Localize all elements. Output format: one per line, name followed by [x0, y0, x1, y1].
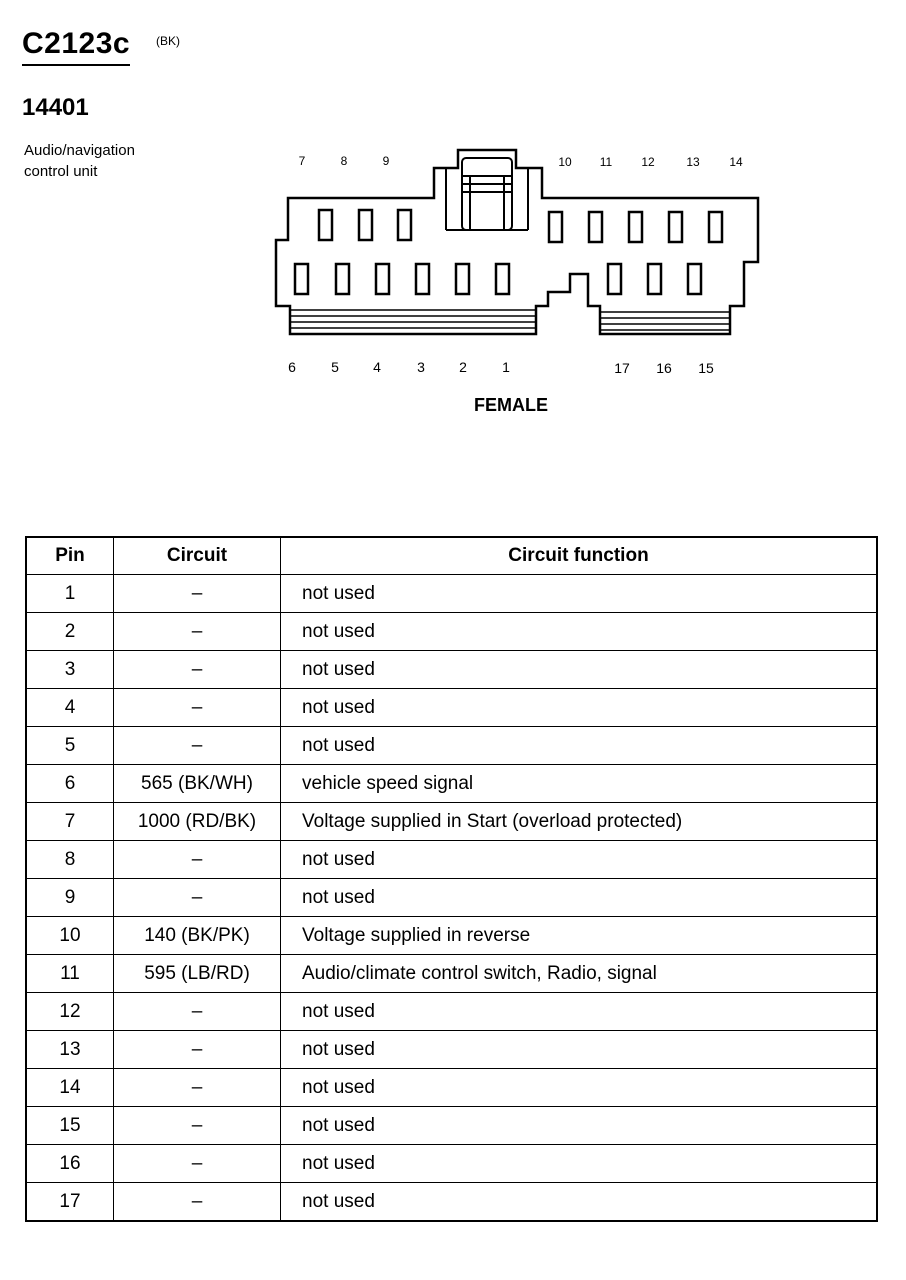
pin-label: 11: [599, 155, 613, 169]
cavity: [319, 210, 332, 240]
circuit-cell: –: [114, 841, 281, 879]
pin-cell: 9: [26, 879, 114, 917]
pin-label: 5: [331, 359, 339, 375]
cavity: [359, 210, 372, 240]
circuit-cell: –: [114, 1031, 281, 1069]
circuit-cell: –: [114, 993, 281, 1031]
pin-label: 1: [502, 359, 510, 375]
part-number: 14401: [22, 94, 89, 121]
table-row: [26, 651, 877, 689]
pin-cell: 2: [26, 613, 114, 651]
pin-label: 14: [729, 155, 743, 169]
cavity: [416, 264, 429, 294]
cavity: [398, 210, 411, 240]
circuit-cell: 595 (LB/RD): [114, 955, 281, 993]
pin-cell: 11: [26, 955, 114, 993]
cavity: [629, 212, 642, 242]
pin-label: 16: [656, 360, 672, 376]
table-row: [26, 917, 877, 955]
pin-label: 4: [373, 359, 381, 375]
table-row: [26, 1107, 877, 1145]
circuit-cell: –: [114, 689, 281, 727]
circuit-cell: –: [114, 1107, 281, 1145]
pin-label: 2: [459, 359, 467, 375]
circuit-cell: 565 (BK/WH): [114, 765, 281, 803]
cavity: [669, 212, 682, 242]
table-row: [26, 955, 877, 993]
pin-label: 8: [340, 154, 348, 168]
circuit-cell: –: [114, 1069, 281, 1107]
table-row: [26, 1031, 877, 1069]
function-cell: not used: [281, 879, 878, 917]
header-pin: Pin: [26, 537, 114, 575]
circuit-cell: –: [114, 651, 281, 689]
circuit-cell: –: [114, 575, 281, 613]
function-cell: not used: [281, 689, 878, 727]
pin-label: 12: [641, 155, 655, 169]
pin-label: 9: [382, 154, 390, 168]
function-cell: vehicle speed signal: [281, 765, 878, 803]
function-cell: not used: [281, 841, 878, 879]
table-row: [26, 1183, 877, 1222]
circuit-cell: 140 (BK/PK): [114, 917, 281, 955]
pin-label: 17: [614, 360, 630, 376]
top-cavities: [319, 210, 722, 242]
table-row: [26, 613, 877, 651]
table-row: [26, 841, 877, 879]
pin-cell: 15: [26, 1107, 114, 1145]
pin-label: 13: [686, 155, 700, 169]
function-cell: not used: [281, 575, 878, 613]
table-row: [26, 727, 877, 765]
pin-cell: 17: [26, 1183, 114, 1222]
bottom-cavities: [295, 264, 701, 294]
pin-cell: 3: [26, 651, 114, 689]
cavity: [549, 212, 562, 242]
table-header-row: [26, 537, 877, 575]
cavity: [496, 264, 509, 294]
circuit-cell: 1000 (RD/BK): [114, 803, 281, 841]
circuit-cell: –: [114, 879, 281, 917]
cavity: [648, 264, 661, 294]
cavity: [608, 264, 621, 294]
table-row: [26, 803, 877, 841]
table-row: [26, 575, 877, 613]
seal-ribs: [290, 310, 730, 330]
cavity: [336, 264, 349, 294]
table-row: [26, 765, 877, 803]
pin-cell: 12: [26, 993, 114, 1031]
table-row: [26, 879, 877, 917]
pin-cell: 14: [26, 1069, 114, 1107]
component-name: Audio/navigation control unit: [24, 142, 135, 180]
function-cell: Audio/climate control switch, Radio, signal: [281, 955, 878, 993]
connector-housing: [276, 150, 758, 334]
connector-color: (BK): [156, 34, 180, 48]
cavity: [709, 212, 722, 242]
pin-label: 15: [698, 360, 714, 376]
function-cell: not used: [281, 1069, 878, 1107]
cavity: [456, 264, 469, 294]
pin-label: 10: [558, 155, 572, 169]
cavity: [295, 264, 308, 294]
circuit-cell: –: [114, 1183, 281, 1222]
pin-cell: 8: [26, 841, 114, 879]
gender-label: FEMALE: [474, 395, 548, 415]
function-cell: Voltage supplied in reverse: [281, 917, 878, 955]
function-cell: not used: [281, 651, 878, 689]
pin-label: 7: [298, 154, 306, 168]
function-cell: not used: [281, 613, 878, 651]
pinout-table: [25, 536, 878, 1222]
table-row: [26, 689, 877, 727]
table-row: [26, 1145, 877, 1183]
table-row: [26, 993, 877, 1031]
connector-diagram: [0, 0, 906, 430]
table-body: [26, 575, 877, 1222]
function-cell: not used: [281, 1107, 878, 1145]
header-circuit-function: Circuit function: [281, 537, 878, 575]
function-cell: not used: [281, 727, 878, 765]
connector-id: C2123c: [22, 26, 130, 66]
function-cell: not used: [281, 993, 878, 1031]
function-cell: not used: [281, 1145, 878, 1183]
table-row: [26, 1069, 877, 1107]
pin-cell: 4: [26, 689, 114, 727]
cavity: [589, 212, 602, 242]
pin-label: 3: [417, 359, 425, 375]
pin-cell: 13: [26, 1031, 114, 1069]
pin-cell: 7: [26, 803, 114, 841]
cavity: [688, 264, 701, 294]
circuit-cell: –: [114, 727, 281, 765]
pin-cell: 16: [26, 1145, 114, 1183]
pin-labels-bottom: [288, 359, 714, 376]
function-cell: Voltage supplied in Start (overload protected): [281, 803, 878, 841]
cavity: [376, 264, 389, 294]
pin-label: 6: [288, 359, 296, 375]
pin-cell: 10: [26, 917, 114, 955]
function-cell: not used: [281, 1183, 878, 1222]
pin-cell: 5: [26, 727, 114, 765]
pin-cell: 6: [26, 765, 114, 803]
function-cell: not used: [281, 1031, 878, 1069]
pin-cell: 1: [26, 575, 114, 613]
circuit-cell: –: [114, 613, 281, 651]
circuit-cell: –: [114, 1145, 281, 1183]
header-circuit: Circuit: [114, 537, 281, 575]
